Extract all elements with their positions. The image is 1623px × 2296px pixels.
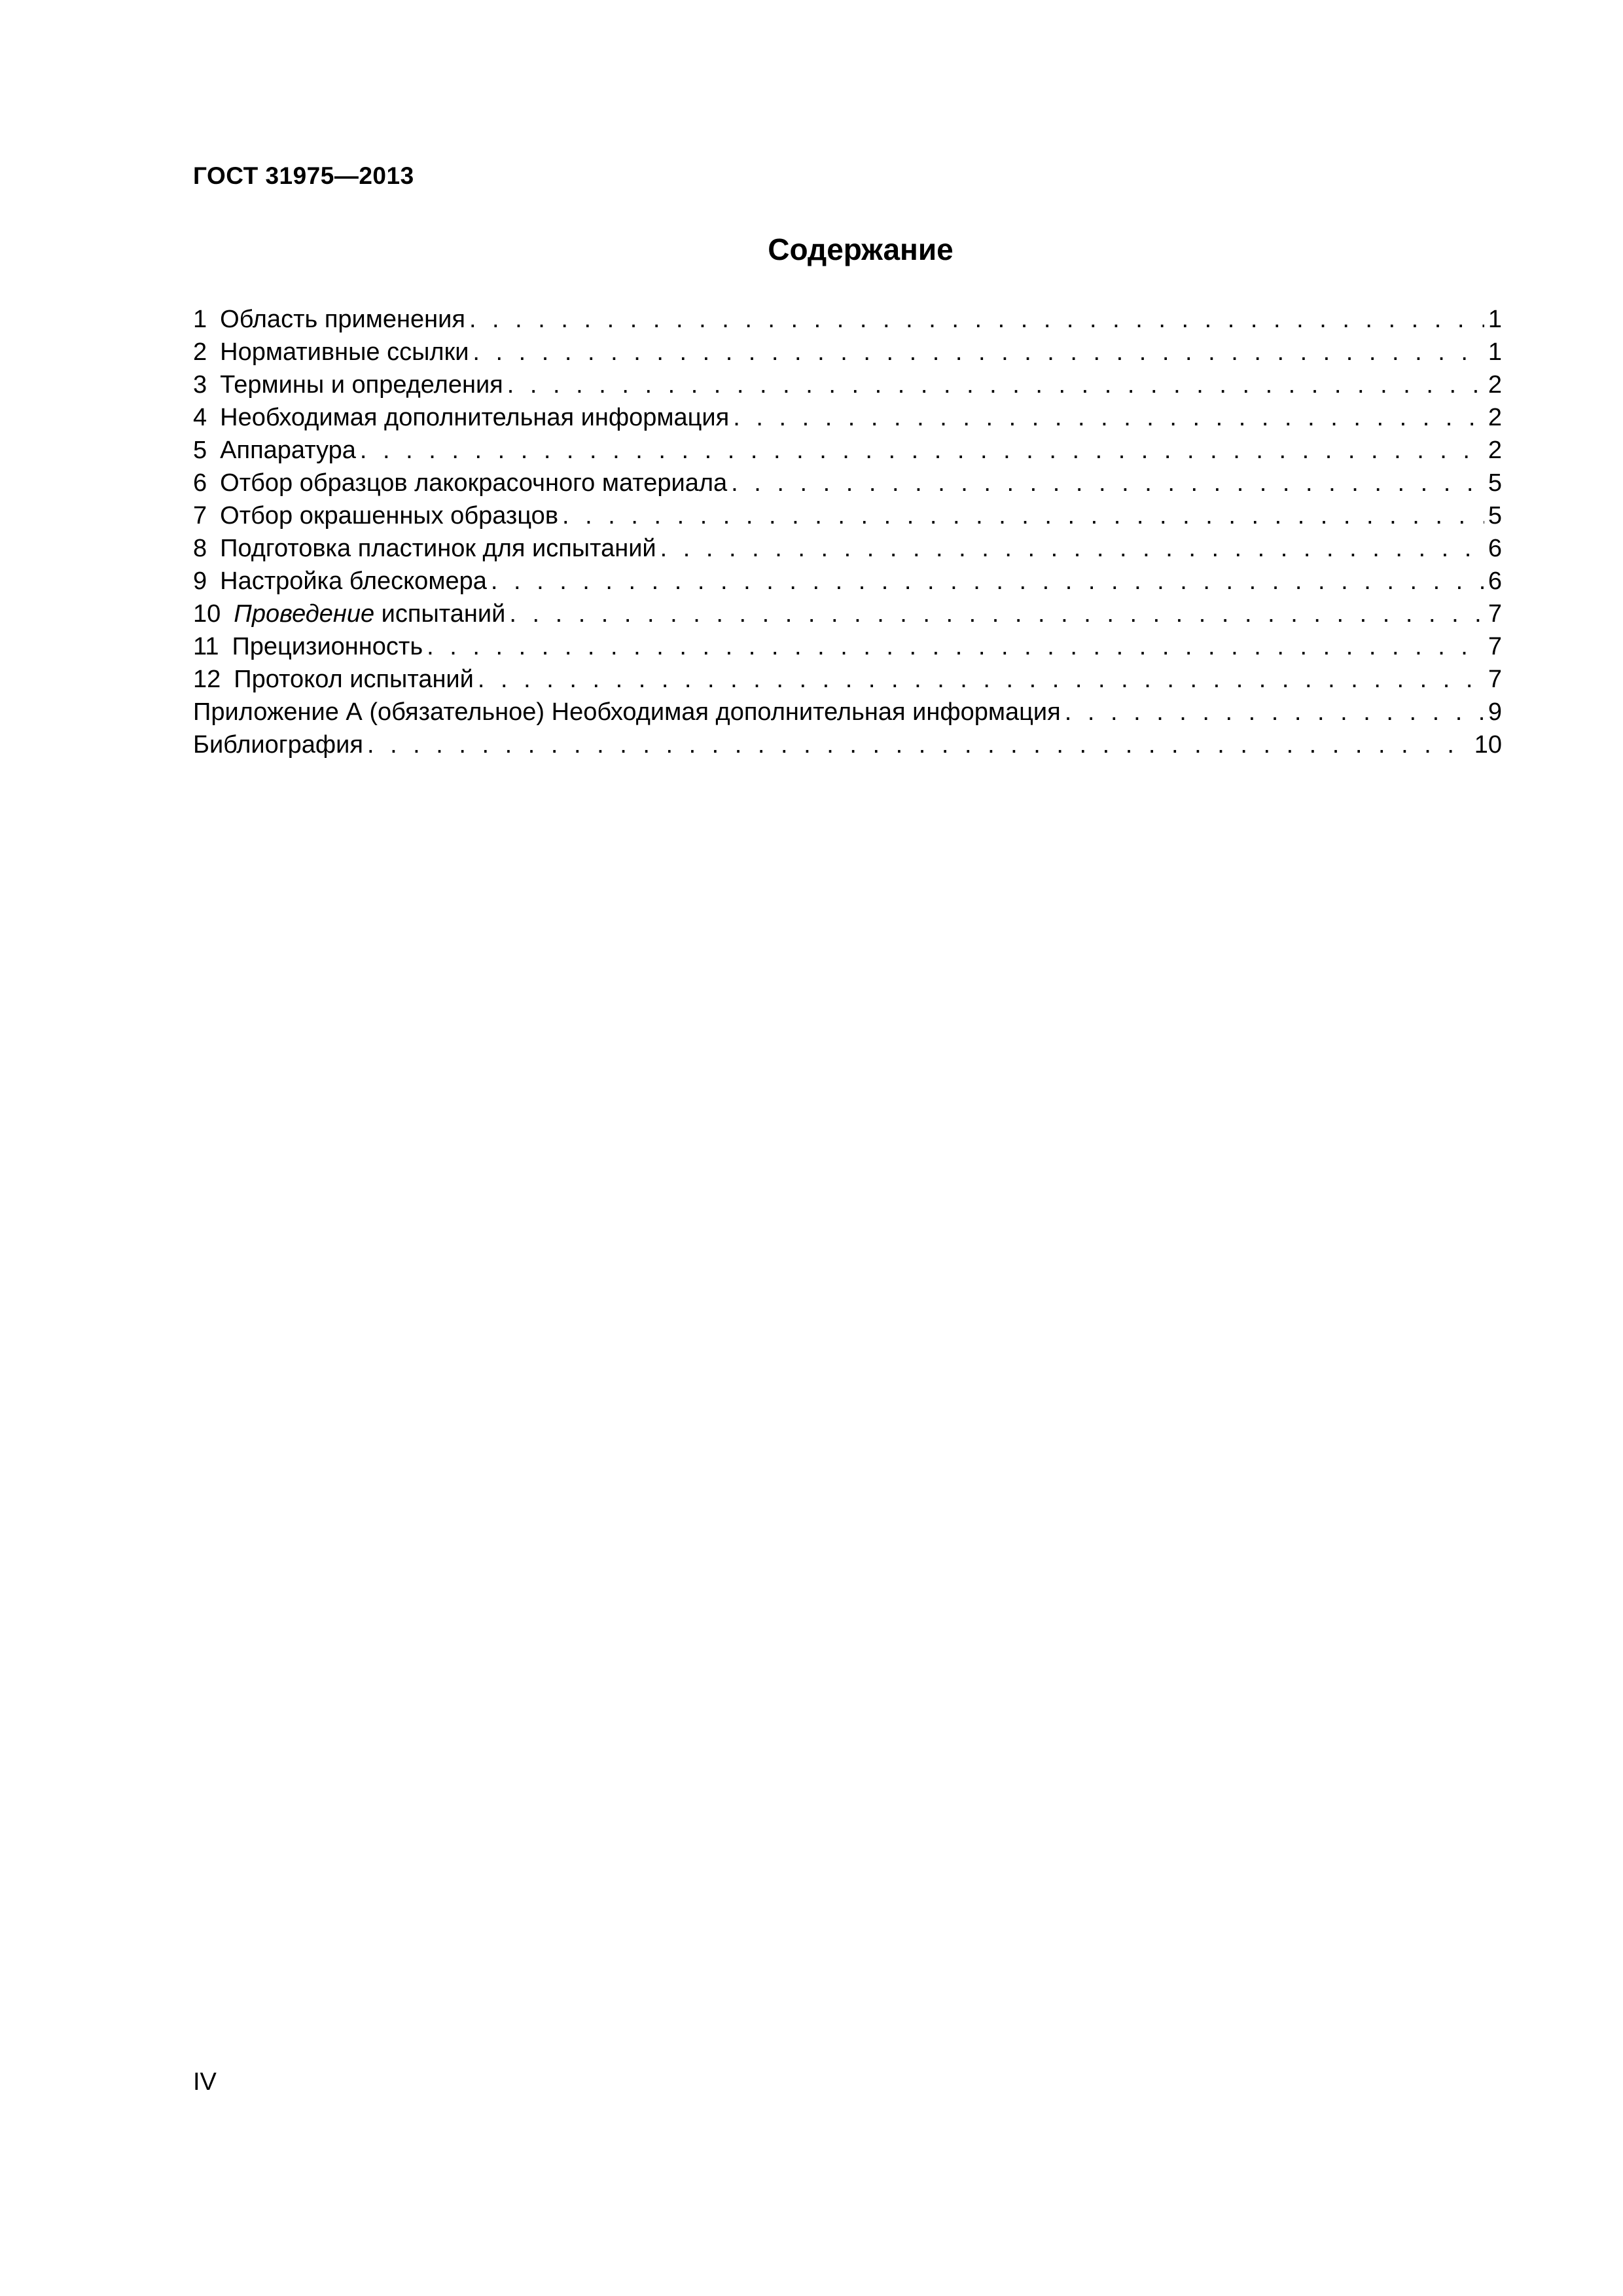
toc-entry-page: 2 bbox=[1488, 371, 1502, 399]
toc-entry[interactable] bbox=[193, 532, 1502, 565]
toc-entry[interactable] bbox=[193, 368, 1502, 401]
toc-entry-page: 7 bbox=[1488, 633, 1502, 660]
toc-leader-dots bbox=[473, 336, 1484, 368]
toc-leader-dots bbox=[360, 434, 1484, 467]
toc-leader-dots bbox=[731, 467, 1484, 499]
toc-leader-dots bbox=[427, 630, 1484, 663]
toc-entry-label bbox=[234, 598, 505, 630]
toc-entry-page: 9 bbox=[1488, 698, 1502, 726]
toc-entry-number: 1 bbox=[193, 306, 207, 333]
toc-entry-page: 6 bbox=[1488, 535, 1502, 562]
toc-leader-dots bbox=[478, 663, 1484, 696]
toc-entry-page: 1 bbox=[1488, 306, 1502, 333]
toc-entry[interactable] bbox=[193, 696, 1502, 728]
toc-entry-number: 5 bbox=[193, 437, 207, 464]
standard-code: ГОСТ 31975—2013 bbox=[193, 162, 414, 189]
toc-entry-page: 2 bbox=[1488, 437, 1502, 464]
toc-title: Содержание bbox=[768, 232, 954, 266]
toc-entry-page: 7 bbox=[1488, 666, 1502, 693]
toc-entry-number: 3 bbox=[193, 371, 207, 399]
toc-entry-label: Библиография bbox=[193, 731, 363, 759]
toc-entry-label: Отбор окрашенных образцов bbox=[220, 502, 558, 529]
toc-entry-label: Отбор образцов лакокрасочного материала bbox=[220, 469, 728, 497]
toc-entry-label: Прецизионность bbox=[232, 633, 423, 660]
toc-leader-dots bbox=[491, 565, 1484, 598]
toc-entry[interactable] bbox=[193, 630, 1502, 663]
toc-entry[interactable] bbox=[193, 434, 1502, 467]
toc-leader-dots bbox=[367, 728, 1471, 761]
toc-leader-dots bbox=[507, 368, 1484, 401]
toc-entry-label: Термины и определения bbox=[220, 371, 503, 399]
toc-entry-label: Необходимая дополнительная информация bbox=[220, 404, 730, 431]
toc-entry-page: 10 bbox=[1474, 731, 1502, 759]
table-of-contents bbox=[193, 303, 1502, 761]
toc-entry-number: 7 bbox=[193, 502, 207, 529]
toc-leader-dots bbox=[469, 303, 1484, 336]
toc-entry-label: Протокол испытаний bbox=[234, 666, 474, 693]
toc-entry-label: Область применения bbox=[220, 306, 465, 333]
toc-leader-dots bbox=[733, 401, 1484, 434]
toc-entry-label-rest: испытаний bbox=[374, 600, 506, 628]
toc-entry[interactable] bbox=[193, 728, 1502, 761]
toc-entry-page: 6 bbox=[1488, 567, 1502, 595]
toc-leader-dots bbox=[509, 598, 1484, 630]
toc-entry[interactable] bbox=[193, 336, 1502, 368]
toc-entry-label: Подготовка пластинок для испытаний bbox=[220, 535, 656, 562]
toc-entry-number: 12 bbox=[193, 666, 221, 693]
toc-entry-number: 8 bbox=[193, 535, 207, 562]
toc-entry-number: 9 bbox=[193, 567, 207, 595]
toc-entry[interactable] bbox=[193, 303, 1502, 336]
toc-leader-dots bbox=[1065, 696, 1484, 728]
toc-leader-dots bbox=[562, 499, 1484, 532]
toc-entry-page: 5 bbox=[1488, 502, 1502, 529]
toc-entry-page: 7 bbox=[1488, 600, 1502, 628]
toc-entry[interactable] bbox=[193, 499, 1502, 532]
toc-entry-number: 4 bbox=[193, 404, 207, 431]
toc-entry[interactable] bbox=[193, 663, 1502, 696]
toc-leader-dots bbox=[660, 532, 1484, 565]
toc-entry[interactable] bbox=[193, 565, 1502, 598]
toc-entry-label: Нормативные ссылки bbox=[220, 338, 469, 366]
toc-entry-label: Приложение А (обязательное) Необходимая дополнительная информация bbox=[193, 698, 1061, 726]
toc-entry-page: 1 bbox=[1488, 338, 1502, 366]
page-number: IV bbox=[193, 2068, 217, 2096]
toc-entry[interactable] bbox=[193, 467, 1502, 499]
toc-entry-label: Аппаратура bbox=[220, 437, 356, 464]
toc-entry[interactable] bbox=[193, 401, 1502, 434]
toc-entry[interactable] bbox=[193, 598, 1502, 630]
toc-entry-number: 6 bbox=[193, 469, 207, 497]
toc-entry-number: 10 bbox=[193, 600, 221, 628]
toc-entry-label: Настройка блескомера bbox=[220, 567, 487, 595]
toc-entry-label-italic: Проведение bbox=[234, 600, 375, 628]
toc-entry-number: 2 bbox=[193, 338, 207, 366]
toc-entry-page: 2 bbox=[1488, 404, 1502, 431]
toc-entry-page: 5 bbox=[1488, 469, 1502, 497]
toc-entry-number: 11 bbox=[193, 633, 219, 660]
